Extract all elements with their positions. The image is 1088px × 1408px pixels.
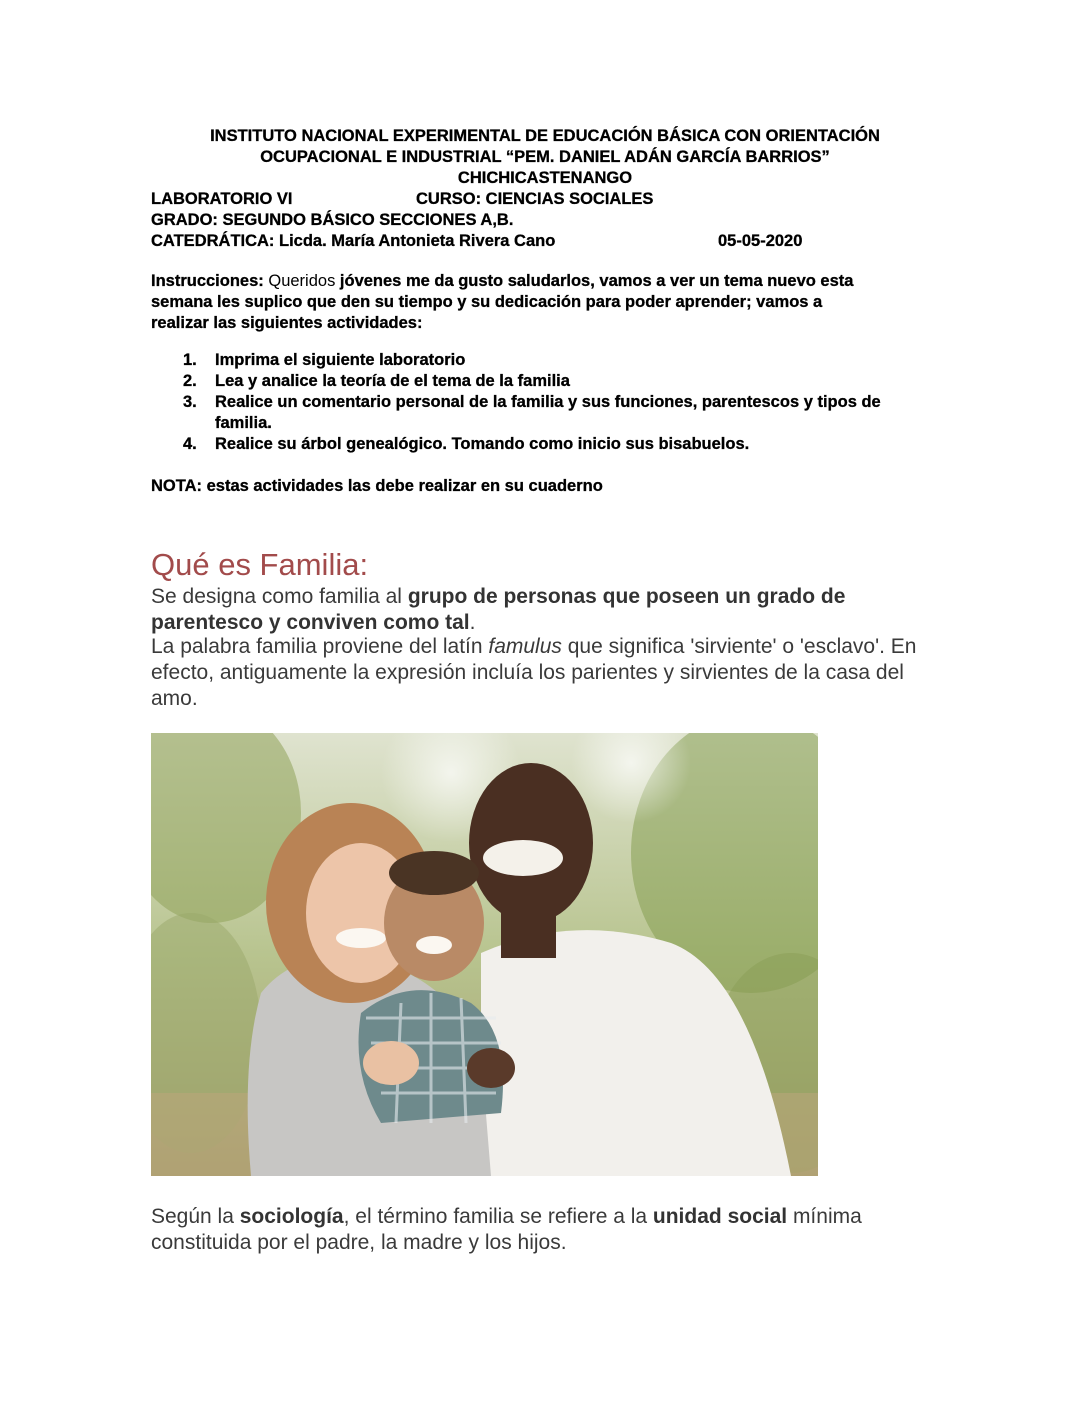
family-photo: [151, 733, 818, 1176]
fecha-label: 05-05-2020: [718, 232, 803, 250]
laboratorio-label: LABORATORIO VI: [151, 190, 293, 208]
instrucciones-line1-rest: jóvenes me da gusto saludarlos, vamos a ver un tema nuevo esta: [339, 272, 854, 290]
text-run: La palabra familia proviene del latín: [151, 635, 489, 658]
list-item: [151, 371, 941, 392]
paragraph-etimologia: [151, 634, 941, 712]
paragraph-definicion: [151, 584, 941, 636]
text-run: , el término familia se refiere a la: [343, 1205, 653, 1228]
text-run: Se designa como familia al: [151, 585, 408, 608]
document-header: [150, 126, 940, 189]
meta-row-catedratica: [151, 231, 803, 252]
family-photo-icon: [151, 733, 818, 1176]
list-item: [151, 392, 941, 434]
list-item-text: Realice un comentario personal de la familia y sus funciones, parentescos y tipos de familia.: [215, 393, 881, 432]
header-line-2: OCUPACIONAL E INDUSTRIAL “PEM. DANIEL ADÁN GARCÍA BARRIOS”: [260, 148, 830, 166]
paragraph-line: amo.: [151, 687, 198, 710]
bold-run: unidad social: [652, 1205, 788, 1228]
list-item: [151, 434, 941, 455]
text-run: .: [469, 611, 476, 634]
grado-label: GRADO: SEGUNDO BÁSICO SECCIONES A,B.: [151, 211, 514, 229]
paragraph-line: [151, 634, 941, 660]
section-title: Qué es Familia:: [151, 547, 369, 582]
nota: NOTA: estas actividades las debe realizar en su cuaderno: [151, 477, 603, 495]
italic-run: famulus: [488, 635, 562, 658]
list-item-number: 1.: [183, 351, 197, 369]
text-run: Según la: [151, 1205, 240, 1228]
paragraph-line: [151, 1204, 941, 1230]
instrucciones-line-2: semana les suplico que den su tiempo y su dedicación para poder aprender; vamos a: [151, 293, 823, 311]
list-item-text: Lea y analice la teoría de el tema de la familia: [215, 372, 570, 390]
actividades-list: [151, 350, 941, 455]
header-line-3: CHICHICASTENANGO: [457, 169, 633, 187]
paragraph-line: [151, 584, 941, 610]
bold-run: parentesco y conviven como tal: [151, 611, 470, 634]
instrucciones-line-1: [151, 271, 931, 292]
text-run: que significa 'sirviente' o 'esclavo'. En: [561, 635, 917, 658]
paragraph-line: [151, 610, 941, 636]
header-line-1: INSTITUTO NACIONAL EXPERIMENTAL DE EDUCACIÓN BÁSICA CON ORIENTACIÓN: [210, 127, 880, 145]
instrucciones-line-3: realizar las siguientes actividades:: [151, 314, 423, 332]
meta-row-laboratorio: [151, 189, 654, 210]
instrucciones: [151, 271, 931, 334]
bold-run: grupo de personas que poseen un grado de: [407, 585, 846, 608]
list-item-number: 4.: [183, 435, 197, 453]
list-item-number: 3.: [183, 393, 197, 411]
paragraph-line: efecto, antiguamente la expresión incluía los parientes y sirvientes de la casa del: [151, 661, 904, 684]
catedratica-label: CATEDRÁTICA: Licda. María Antonieta Rivera Cano: [151, 232, 556, 250]
meta-row-grado: [151, 210, 513, 231]
instrucciones-label: Instrucciones:: [151, 272, 264, 290]
text-run: mínima: [787, 1205, 862, 1228]
list-item: [151, 350, 941, 371]
paragraph-line: constituida por el padre, la madre y los hijos.: [151, 1231, 567, 1254]
curso-label: CURSO: CIENCIAS SOCIALES: [416, 190, 654, 208]
list-item-text: Imprima el siguiente laboratorio: [215, 351, 466, 369]
paragraph-sociologia: [151, 1204, 941, 1256]
bold-run: sociología: [239, 1205, 344, 1228]
list-item-text: Realice su árbol genealógico. Tomando como inicio sus bisabuelos.: [215, 435, 750, 453]
instrucciones-plain: Queridos: [263, 272, 340, 290]
list-item-number: 2.: [183, 372, 197, 390]
